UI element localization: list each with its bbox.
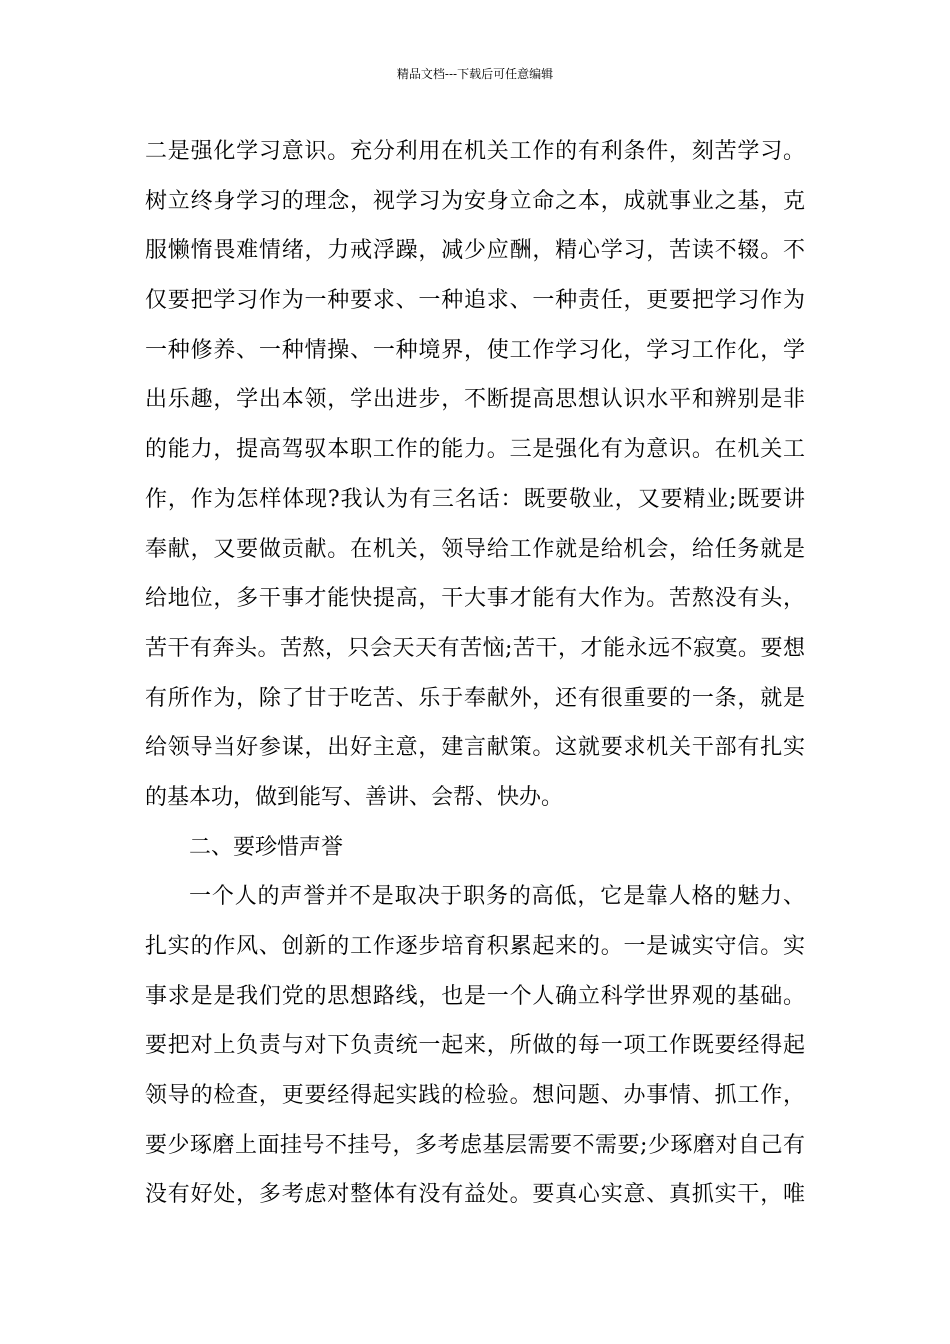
paragraph-line: 的能力，提高驾驭本职工作的能力。三是强化有为意识。在机关工	[145, 437, 805, 463]
paragraph-line: 有所作为，除了甘于吃苦、乐于奉献外，还有很重要的一条，就是	[145, 685, 805, 711]
paragraph-line: 一个人的声誉并不是取决于职务的高低，它是靠人格的魅力、	[189, 884, 805, 910]
paragraph-line: 服懒惰畏难情绪，力戒浮躁，减少应酬，精心学习，苦读不辍。不	[145, 238, 805, 264]
paragraph-line: 的基本功，做到能写、善讲、会帮、快办。	[145, 784, 564, 810]
paragraph-line: 仅要把学习作为一种要求、一种追求、一种责任，更要把学习作为	[145, 288, 805, 314]
paragraph-line: 奉献，又要做贡献。在机关，领导给工作就是给机会，给任务就是	[145, 536, 805, 562]
paragraph-line: 二是强化学习意识。充分利用在机关工作的有利条件，刻苦学习。	[145, 139, 805, 164]
paragraph-line: 领导的检查，更要经得起实践的检验。想问题、办事情、抓工作，	[145, 1083, 805, 1109]
paragraph-line: 要少琢磨上面挂号不挂号，多考虑基层需要不需要;少琢磨对自己有	[145, 1132, 805, 1158]
paragraph-line: 一种修养、一种情操、一种境界，使工作学习化，学习工作化，学	[145, 337, 805, 363]
paragraph-line: 事求是是我们党的思想路线，也是一个人确立科学世界观的基础。	[145, 983, 805, 1009]
document-body	[145, 127, 805, 1220]
paragraph-line: 树立终身学习的理念，视学习为安身立命之本，成就事业之基，克	[145, 188, 805, 214]
section-heading: 二、要珍惜声誉	[189, 834, 344, 860]
paragraph-line: 给领导当好参谋，出好主意，建言献策。这就要求机关干部有扎实	[145, 735, 805, 761]
paragraph-line: 作，作为怎样体现?我认为有三名话：既要敬业，又要精业;既要讲	[145, 486, 805, 512]
paragraph-line: 出乐趣，学出本领，学出进步，不断提高思想认识水平和辨别是非	[145, 387, 805, 413]
paragraph-line: 扎实的作风、创新的工作逐步培育积累起来的。一是诚实守信。实	[145, 934, 805, 959]
paragraph-line: 给地位，多干事才能快提高，干大事才能有大作为。苦熬没有头，	[145, 586, 805, 612]
paragraph-line: 苦干有奔头。苦熬，只会天天有苦恼;苦干，才能永远不寂寞。要想	[145, 635, 805, 661]
paragraph-line: 没有好处，多考虑对整体有没有益处。要真心实意、真抓实干，唯	[145, 1182, 805, 1208]
page-header: 精品文档---下载后可任意编辑	[396, 67, 554, 81]
paragraph-line: 要把对上负责与对下负责统一起来，所做的每一项工作既要经得起	[145, 1033, 805, 1059]
